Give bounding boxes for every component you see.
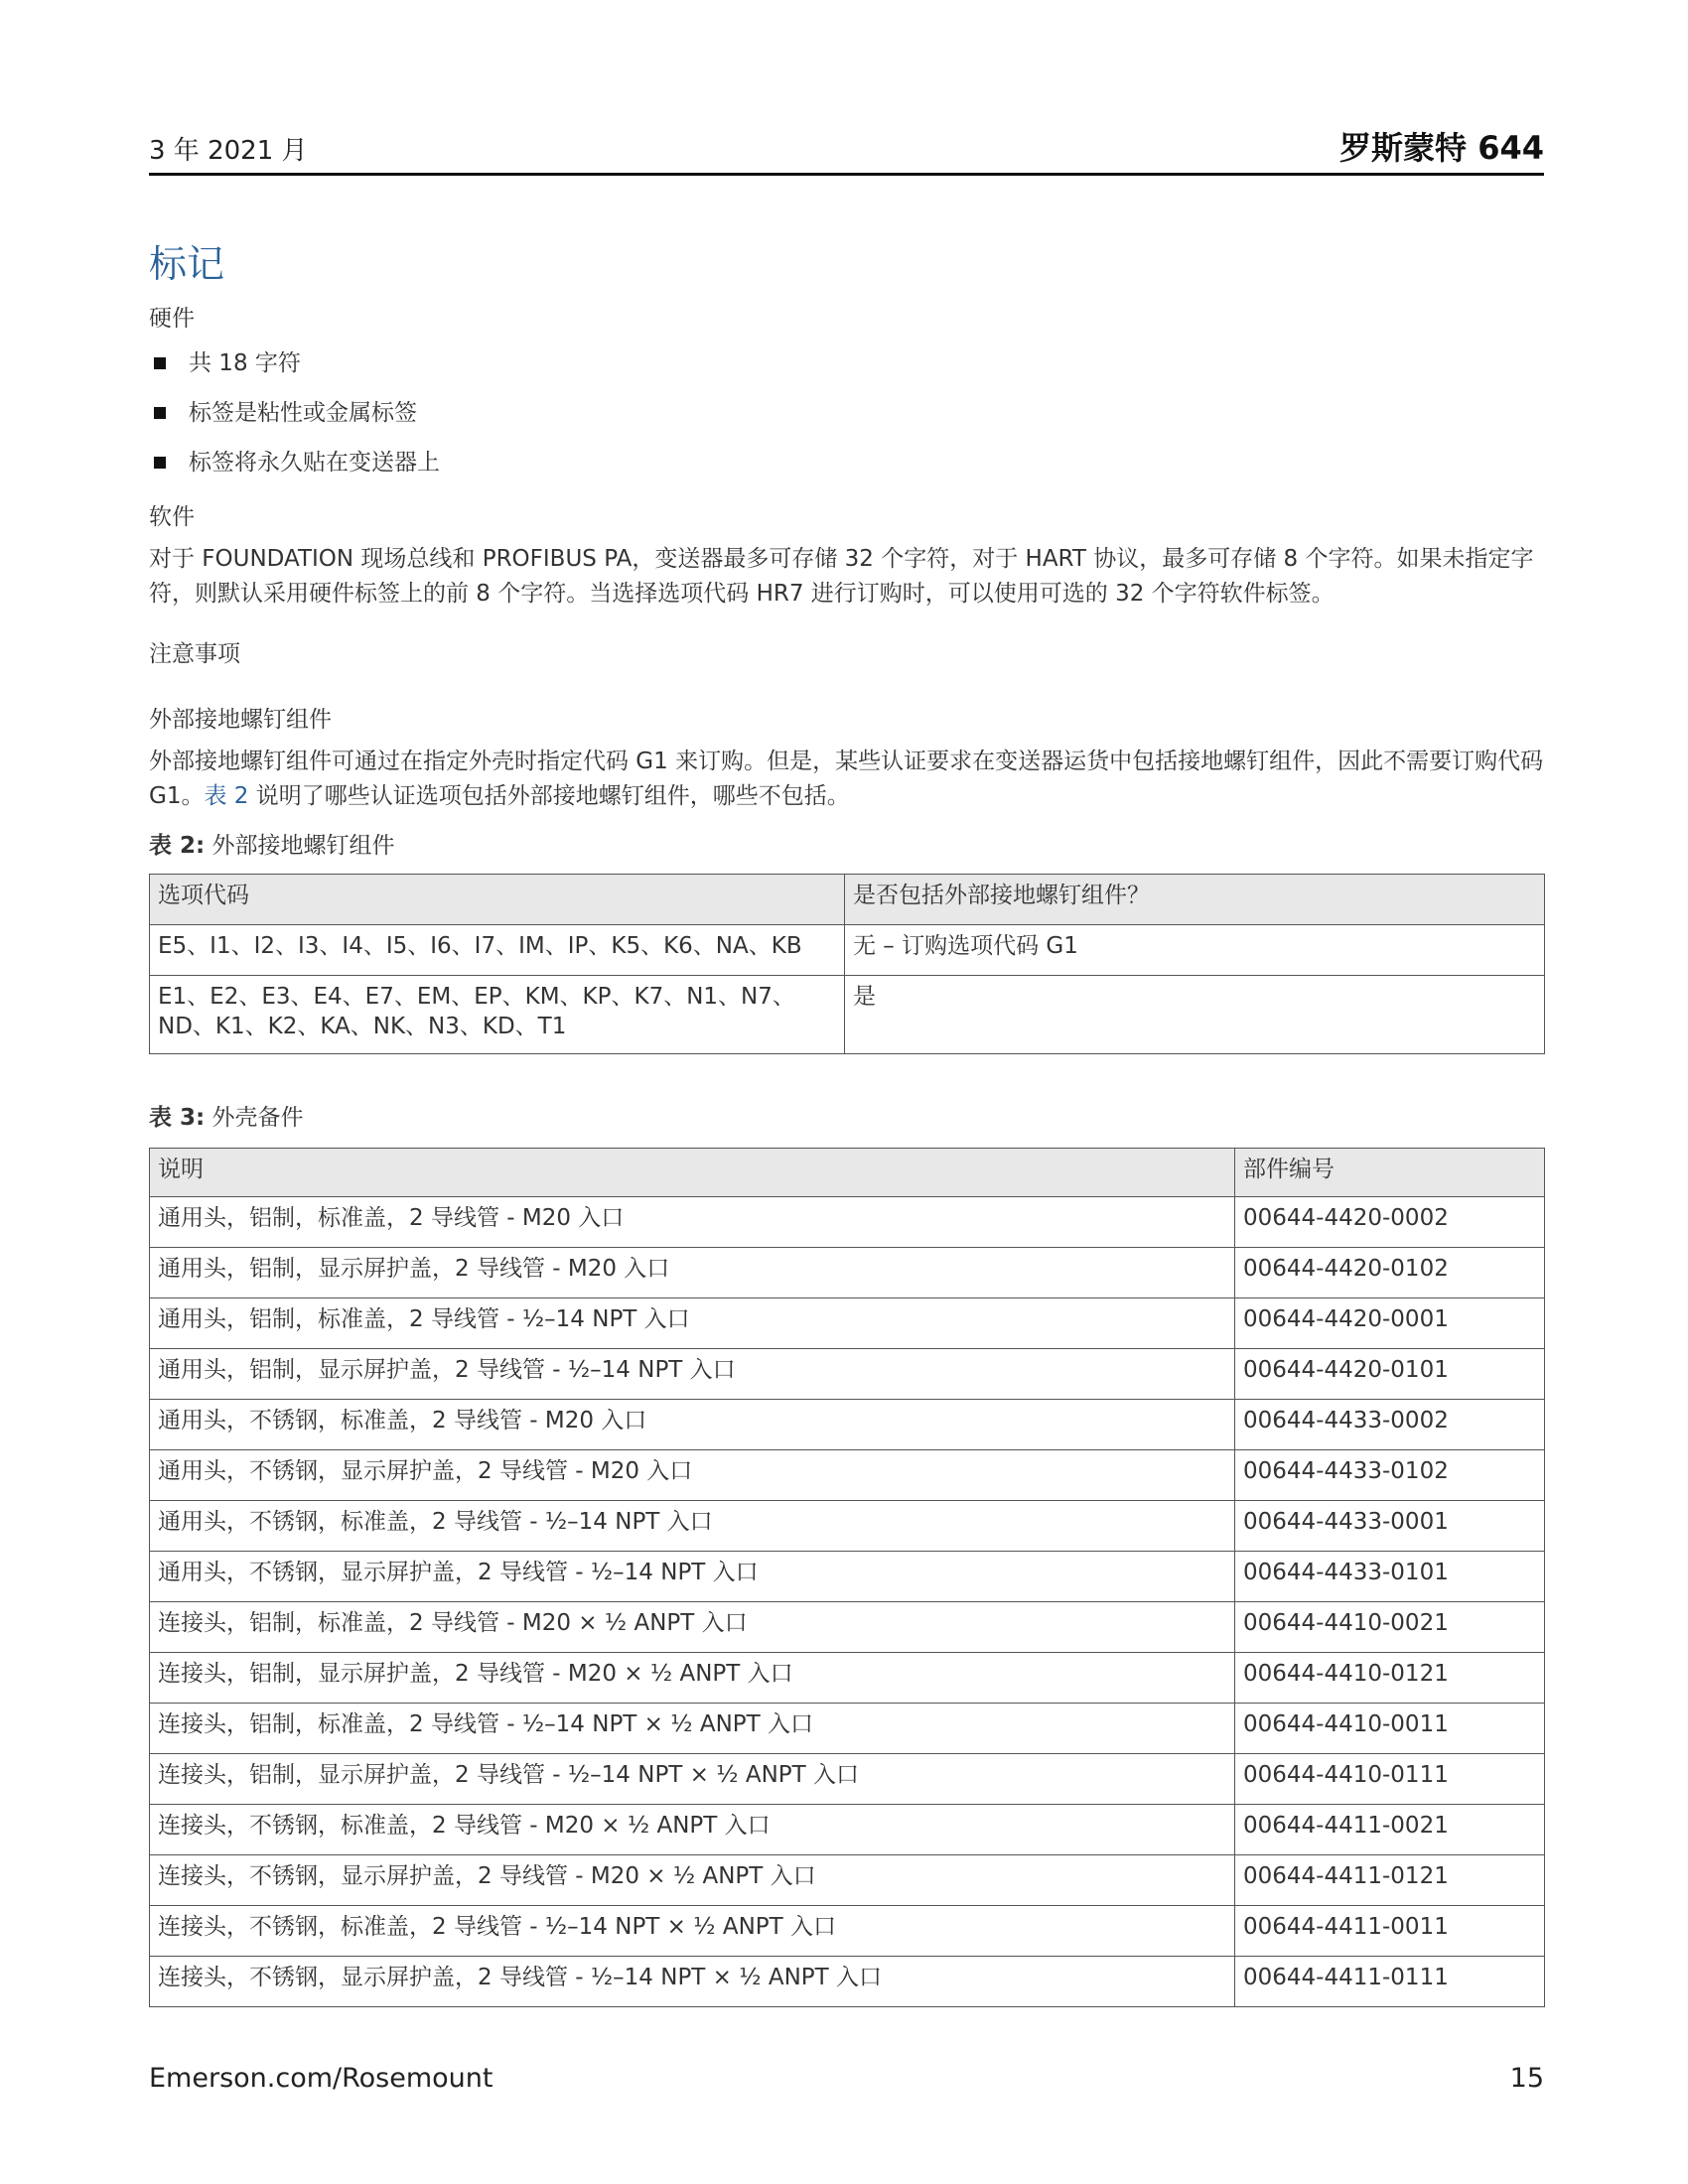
table-cell: 通用头，铝制，显示屏护盖，2 导线管 - M20 入口: [150, 1248, 1235, 1298]
table-row: [150, 1855, 1545, 1906]
table-cell: 连接头，铝制，标准盖，2 导线管 - M20 × ½ ANPT 入口: [150, 1602, 1235, 1653]
table-cell: 连接头，不锈钢，标准盖，2 导线管 - ½–14 NPT × ½ ANPT 入口: [150, 1906, 1235, 1957]
table-row: [150, 1197, 1545, 1248]
table-cell: 通用头，不锈钢，标准盖，2 导线管 - M20 入口: [150, 1400, 1235, 1450]
grounding-screw-table: [149, 874, 1545, 1054]
table-row: [150, 1248, 1545, 1298]
part-number-cell: 00644-4433-0102: [1235, 1450, 1545, 1501]
table-cell: 无 – 订购选项代码 G1: [845, 925, 1545, 976]
software-paragraph: 对于 FOUNDATION 现场总线和 PROFIBUS PA，变送器最多可存储 32 个字符，对于 HART 协议，最多可存储 8 个字符。如果未指定字符，则默认采用硬件标签上的前 8 个字符。当选择选项代码 HR7 进行订购时，可以使用可选的 32 个字符软件标签。: [149, 546, 1534, 607]
column-header: 选项代码: [150, 875, 845, 925]
table-cell: 连接头，铝制，标准盖，2 导线管 - ½–14 NPT × ½ ANPT 入口: [150, 1704, 1235, 1754]
table-cell: 通用头，铝制，标准盖，2 导线管 - ½–14 NPT 入口: [150, 1298, 1235, 1349]
part-number-cell: 00644-4411-0011: [1235, 1906, 1545, 1957]
caption-text: 外部接地螺钉组件: [205, 833, 395, 859]
part-number-cell: 00644-4420-0002: [1235, 1197, 1545, 1248]
table-header-row: [150, 875, 1545, 925]
table-cell: 通用头，不锈钢，显示屏护盖，2 导线管 - ½–14 NPT 入口: [150, 1552, 1235, 1602]
caption-text: 外壳备件: [205, 1105, 304, 1131]
table-cell: E1、E2、E3、E4、E7、EM、EP、KM、KP、K7、N1、N7、ND、K1、K2、KA、NK、N3、KD、T1: [150, 976, 845, 1054]
section-title: 标记: [149, 242, 225, 286]
table-row: [150, 976, 1545, 1054]
table-row: [150, 1906, 1545, 1957]
caption-prefix: 表 3:: [149, 1105, 206, 1131]
hardware-heading: 硬件: [149, 306, 195, 332]
bullet-text: 共 18 字符: [189, 350, 301, 376]
part-number-cell: 00644-4410-0011: [1235, 1704, 1545, 1754]
column-header: 是否包括外部接地螺钉组件？: [845, 875, 1545, 925]
column-header: 说明: [150, 1149, 1235, 1197]
table-cell: 通用头，铝制，显示屏护盖，2 导线管 - ½–14 NPT 入口: [150, 1349, 1235, 1400]
header-product-name: 罗斯蒙特 644: [1339, 129, 1544, 167]
list-item: [149, 395, 440, 445]
page-header: [149, 129, 1544, 176]
software-heading: 软件: [149, 504, 195, 530]
ground-screw-heading: 外部接地螺钉组件: [149, 707, 332, 733]
table-cell: 连接头，不锈钢，标准盖，2 导线管 - M20 × ½ ANPT 入口: [150, 1805, 1235, 1855]
table-row: [150, 1501, 1545, 1552]
column-header: 部件编号: [1235, 1149, 1545, 1197]
table-row: [150, 1400, 1545, 1450]
table-cell: 连接头，不锈钢，显示屏护盖，2 导线管 - M20 × ½ ANPT 入口: [150, 1855, 1235, 1906]
caption-prefix: 表 2:: [149, 833, 206, 859]
table-header-row: [150, 1149, 1545, 1197]
footer-website: Emerson.com/Rosemount: [149, 2063, 493, 2094]
part-number-cell: 00644-4411-0021: [1235, 1805, 1545, 1855]
paragraph-text: 说明了哪些认证选项包括外部接地螺钉组件，哪些不包括。: [248, 783, 850, 809]
part-number-cell: 00644-4411-0121: [1235, 1855, 1545, 1906]
part-number-cell: 00644-4433-0001: [1235, 1501, 1545, 1552]
table-cell: 通用头，不锈钢，标准盖，2 导线管 - ½–14 NPT 入口: [150, 1501, 1235, 1552]
table-row: [150, 1704, 1545, 1754]
hardware-bullet-list: [149, 345, 440, 494]
table-cell: E5、I1、I2、I3、I4、I5、I6、I7、IM、IP、K5、K6、NA、KB: [150, 925, 845, 976]
part-number-cell: 00644-4433-0002: [1235, 1400, 1545, 1450]
bullet-square-icon: [154, 457, 166, 469]
housing-spare-parts-table: [149, 1148, 1545, 2007]
bullet-square-icon: [154, 357, 166, 369]
table-row: [150, 1805, 1545, 1855]
table-cell: 通用头，不锈钢，显示屏护盖，2 导线管 - M20 入口: [150, 1450, 1235, 1501]
part-number-cell: 00644-4420-0101: [1235, 1349, 1545, 1400]
part-number-cell: 00644-4411-0111: [1235, 1957, 1545, 2007]
list-item: [149, 445, 440, 494]
bullet-square-icon: [154, 407, 166, 419]
part-number-cell: 00644-4433-0101: [1235, 1552, 1545, 1602]
table-cell: 连接头，不锈钢，显示屏护盖，2 导线管 - ½–14 NPT × ½ ANPT 入口: [150, 1957, 1235, 2007]
part-number-cell: 00644-4410-0021: [1235, 1602, 1545, 1653]
table-row: [150, 1298, 1545, 1349]
ground-screw-paragraph: [149, 745, 1544, 814]
paragraph-text: 外部接地螺钉组件可通过在指定外壳时指定代码 G1 来订购。但是，某些认证要求在变送器运货中包括接地螺钉组件，因此不需要订购代码 G1。: [149, 749, 1544, 809]
table-3-caption: [149, 1099, 304, 1132]
table-row: [150, 1349, 1545, 1400]
table-row: [150, 1602, 1545, 1653]
table-row: [150, 1552, 1545, 1602]
bullet-text: 标签将永久贴在变送器上: [189, 450, 440, 476]
header-date: 3 年 2021 月: [149, 136, 308, 166]
table-row: [150, 925, 1545, 976]
part-number-cell: 00644-4420-0102: [1235, 1248, 1545, 1298]
part-number-cell: 00644-4410-0111: [1235, 1754, 1545, 1805]
table-2-caption: [149, 827, 395, 860]
part-number-cell: 00644-4420-0001: [1235, 1298, 1545, 1349]
page-number: 15: [1509, 2063, 1544, 2094]
bullet-text: 标签是粘性或金属标签: [189, 400, 417, 426]
table-row: [150, 1450, 1545, 1501]
notes-heading: 注意事项: [149, 641, 240, 667]
table-cell: 是: [845, 976, 1545, 1054]
table-row: [150, 1957, 1545, 2007]
table-cell: 连接头，铝制，显示屏护盖，2 导线管 - M20 × ½ ANPT 入口: [150, 1653, 1235, 1704]
part-number-cell: 00644-4410-0121: [1235, 1653, 1545, 1704]
table-cell: 通用头，铝制，标准盖，2 导线管 - M20 入口: [150, 1197, 1235, 1248]
table-2-link[interactable]: 表 2: [204, 783, 249, 809]
table-row: [150, 1754, 1545, 1805]
table-row: [150, 1653, 1545, 1704]
list-item: [149, 345, 440, 395]
table-cell: 连接头，铝制，显示屏护盖，2 导线管 - ½–14 NPT × ½ ANPT 入口: [150, 1754, 1235, 1805]
